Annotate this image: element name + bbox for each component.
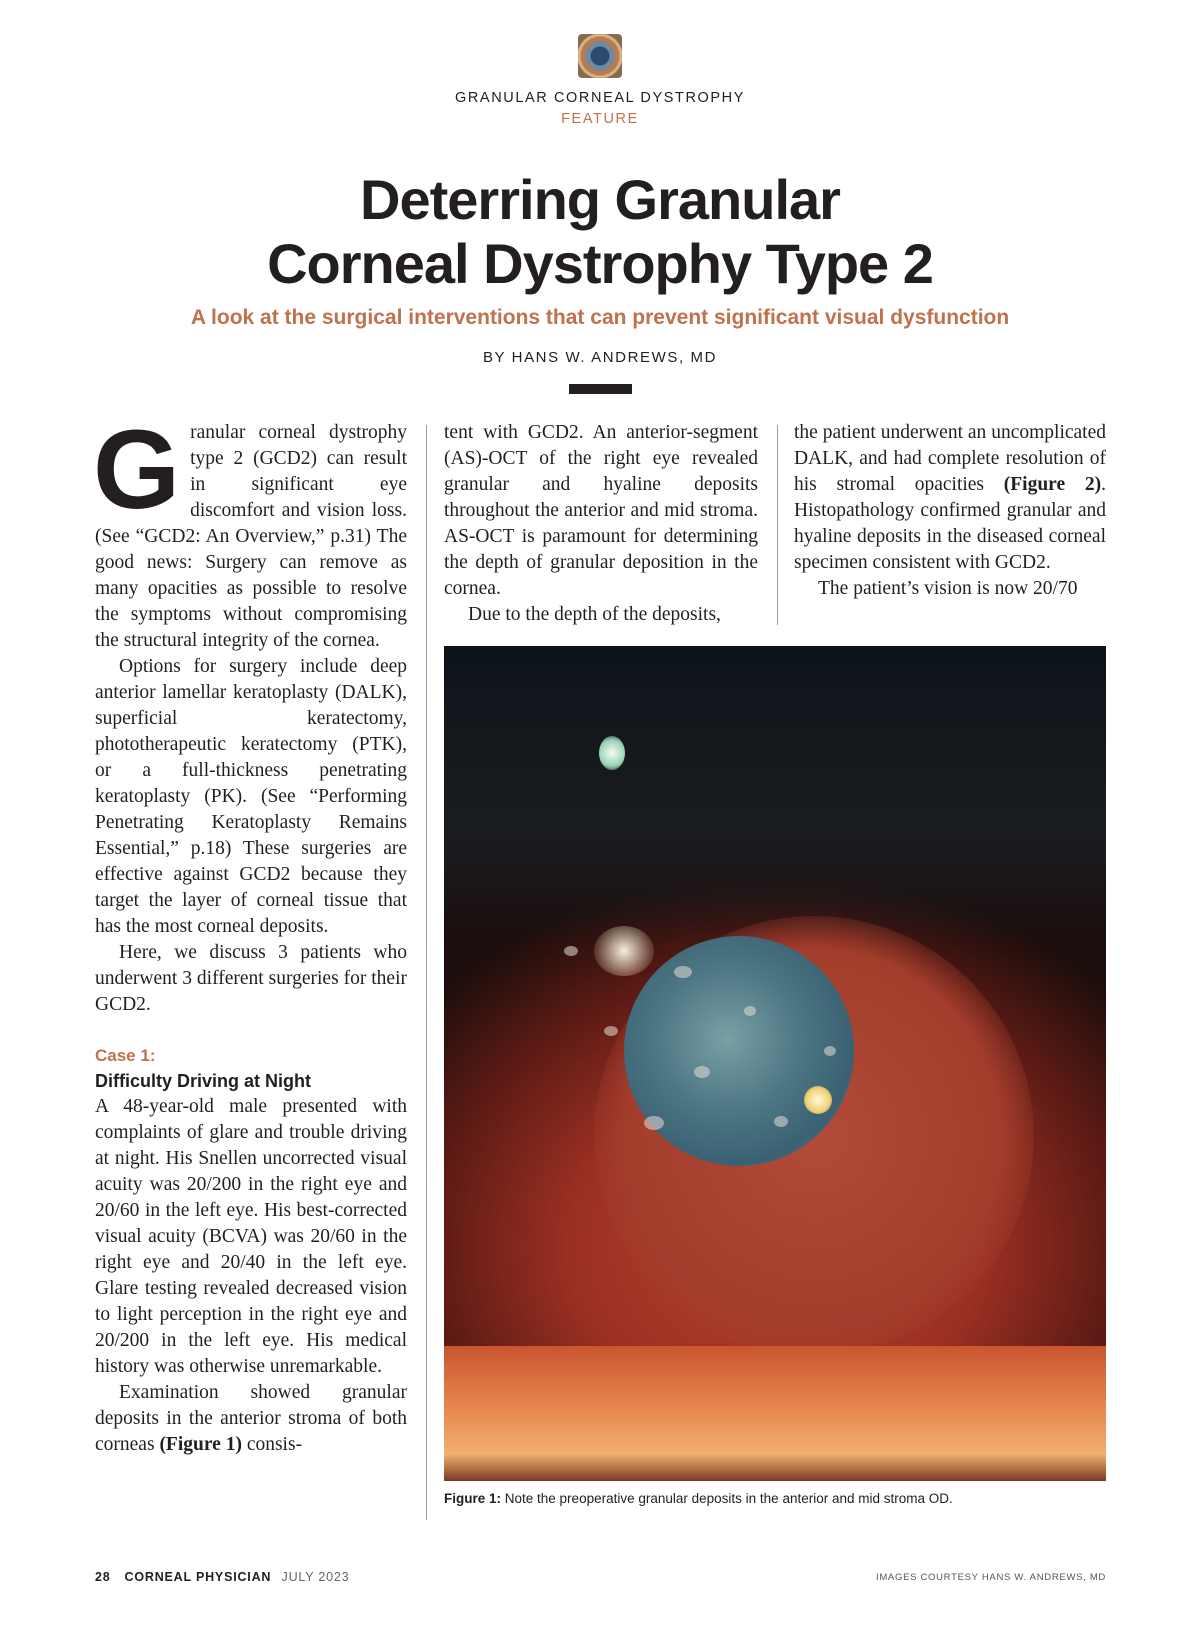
title-divider-bar [569, 384, 632, 394]
paragraph-text: consis- [241, 1434, 303, 1455]
figure-reference: (Figure 2) [1003, 474, 1102, 495]
figure-caption-text: Note the preoperative granular deposits in the anterior and mid stroma OD. [501, 1491, 953, 1506]
body-paragraph [794, 420, 1106, 576]
page-footer [95, 1570, 349, 1584]
body-paragraph [95, 1380, 407, 1458]
issue-date: JULY 2023 [281, 1570, 350, 1584]
page-number: 28 [95, 1570, 111, 1584]
photo-deposit [674, 966, 692, 978]
case-title: Difficulty Driving at Night [95, 1071, 311, 1091]
figure-reference: (Figure 1) [159, 1434, 242, 1455]
case-label: Case 1: [95, 1046, 156, 1065]
photo-reflection [599, 736, 625, 770]
publication-name: CORNEAL PHYSICIAN [124, 1570, 272, 1584]
photo-cornea-deposits [624, 936, 854, 1166]
paragraph-text: the patient underwent an uncomplicated DALK, and had complete resolution of his stromal opacities [794, 422, 1106, 495]
body-paragraph: Here, we discuss 3 patients who underwent 3 different surgeries for their GCD2. [95, 942, 407, 1015]
photo-deposit [604, 1026, 618, 1036]
body-paragraph: The patient’s vision is now 20/70 [818, 578, 1078, 599]
body-paragraph: tent with GCD2. An anterior-segment (AS)-OCT of the right eye revealed granular and hyaline deposits throughout the anterior and mid stroma. AS-OCT is paramount for determining the depth of granular deposition in the cornea. [444, 422, 758, 599]
photo-deposit [644, 1116, 664, 1130]
article-title-line2: Corneal Dystrophy Type 2 [267, 232, 933, 295]
section-sub-label: FEATURE [561, 111, 639, 127]
paragraph-text: ranular corneal dystrophy type 2 (GCD2) can result in significant eye discomfort and vision loss. (See “GCD2: An Overview,” p.31) The good news: Surgery can remove as many opacities as possible to resolve the symptoms without compromising the structural integrity of the cornea. [95, 422, 407, 651]
figure-1-eye-photo [444, 646, 1106, 1481]
photo-deposit [774, 1116, 788, 1127]
photo-deposit [824, 1046, 836, 1056]
column-rule [777, 425, 778, 625]
photo-reflection [804, 1086, 832, 1114]
figure-caption [444, 1491, 1106, 1506]
body-paragraph: Options for surgery include deep anterior lamellar keratoplasty (DALK), superficial keratectomy, phototherapeutic keratectomy (PTK), or a full-thickness penetrating keratoplasty (PK). (See “Performing Penetrating Keratoplasty Remains Essential,” p.18) These surgeries are effective against GCD2 because they target the layer of corneal tissue that has the most corneal deposits. [95, 656, 407, 937]
photo-eyelid [444, 1346, 1106, 1481]
section-logo-icon [578, 34, 622, 78]
body-column-3 [794, 420, 1106, 602]
image-credit: IMAGES COURTESY HANS W. ANDREWS, MD [875, 1572, 1106, 1583]
column-rule [426, 425, 427, 1520]
body-column-1 [93, 407, 407, 1458]
photo-dark-region [444, 646, 1106, 946]
photo-deposit [744, 1006, 756, 1016]
photo-deposit [694, 1066, 710, 1078]
body-paragraph [93, 407, 407, 654]
photo-glare [594, 926, 654, 976]
article-title [0, 168, 1200, 296]
body-column-2 [444, 420, 758, 628]
byline: BY HANS W. ANDREWS, MD [482, 349, 718, 366]
paragraph-text: . Histopathology confirmed granular and hyaline deposits in the diseased corneal specimen consistent with GCD2. [794, 474, 1106, 573]
figure-caption-label: Figure 1: [444, 1491, 502, 1506]
body-paragraph: Due to the depth of the deposits, [468, 604, 721, 625]
section-label: GRANULAR CORNEAL DYSTROPHY [454, 90, 746, 106]
drop-cap: G [93, 407, 181, 532]
paragraph-text: Examination showed granular deposits in the anterior stroma of both corneas [95, 1382, 407, 1455]
photo-deposit [564, 946, 578, 956]
article-title-line1: Deterring Granular [360, 168, 840, 231]
article-deck: A look at the surgical interventions that can prevent significant visual dysfunction [190, 306, 1010, 329]
body-paragraph: A 48-year-old male presented with complaints of glare and trouble driving at night. His Snellen uncorrected visual acuity was 20/200 in the right eye and 20/60 in the left eye. His best-corrected visual acuity (BCVA) was 20/60 in the right eye and 20/40 in the left eye. Glare testing revealed decreased vision to light perception in the right eye and 20/200 in the left eye. His medical history was otherwise unremarkable. [95, 1096, 407, 1377]
